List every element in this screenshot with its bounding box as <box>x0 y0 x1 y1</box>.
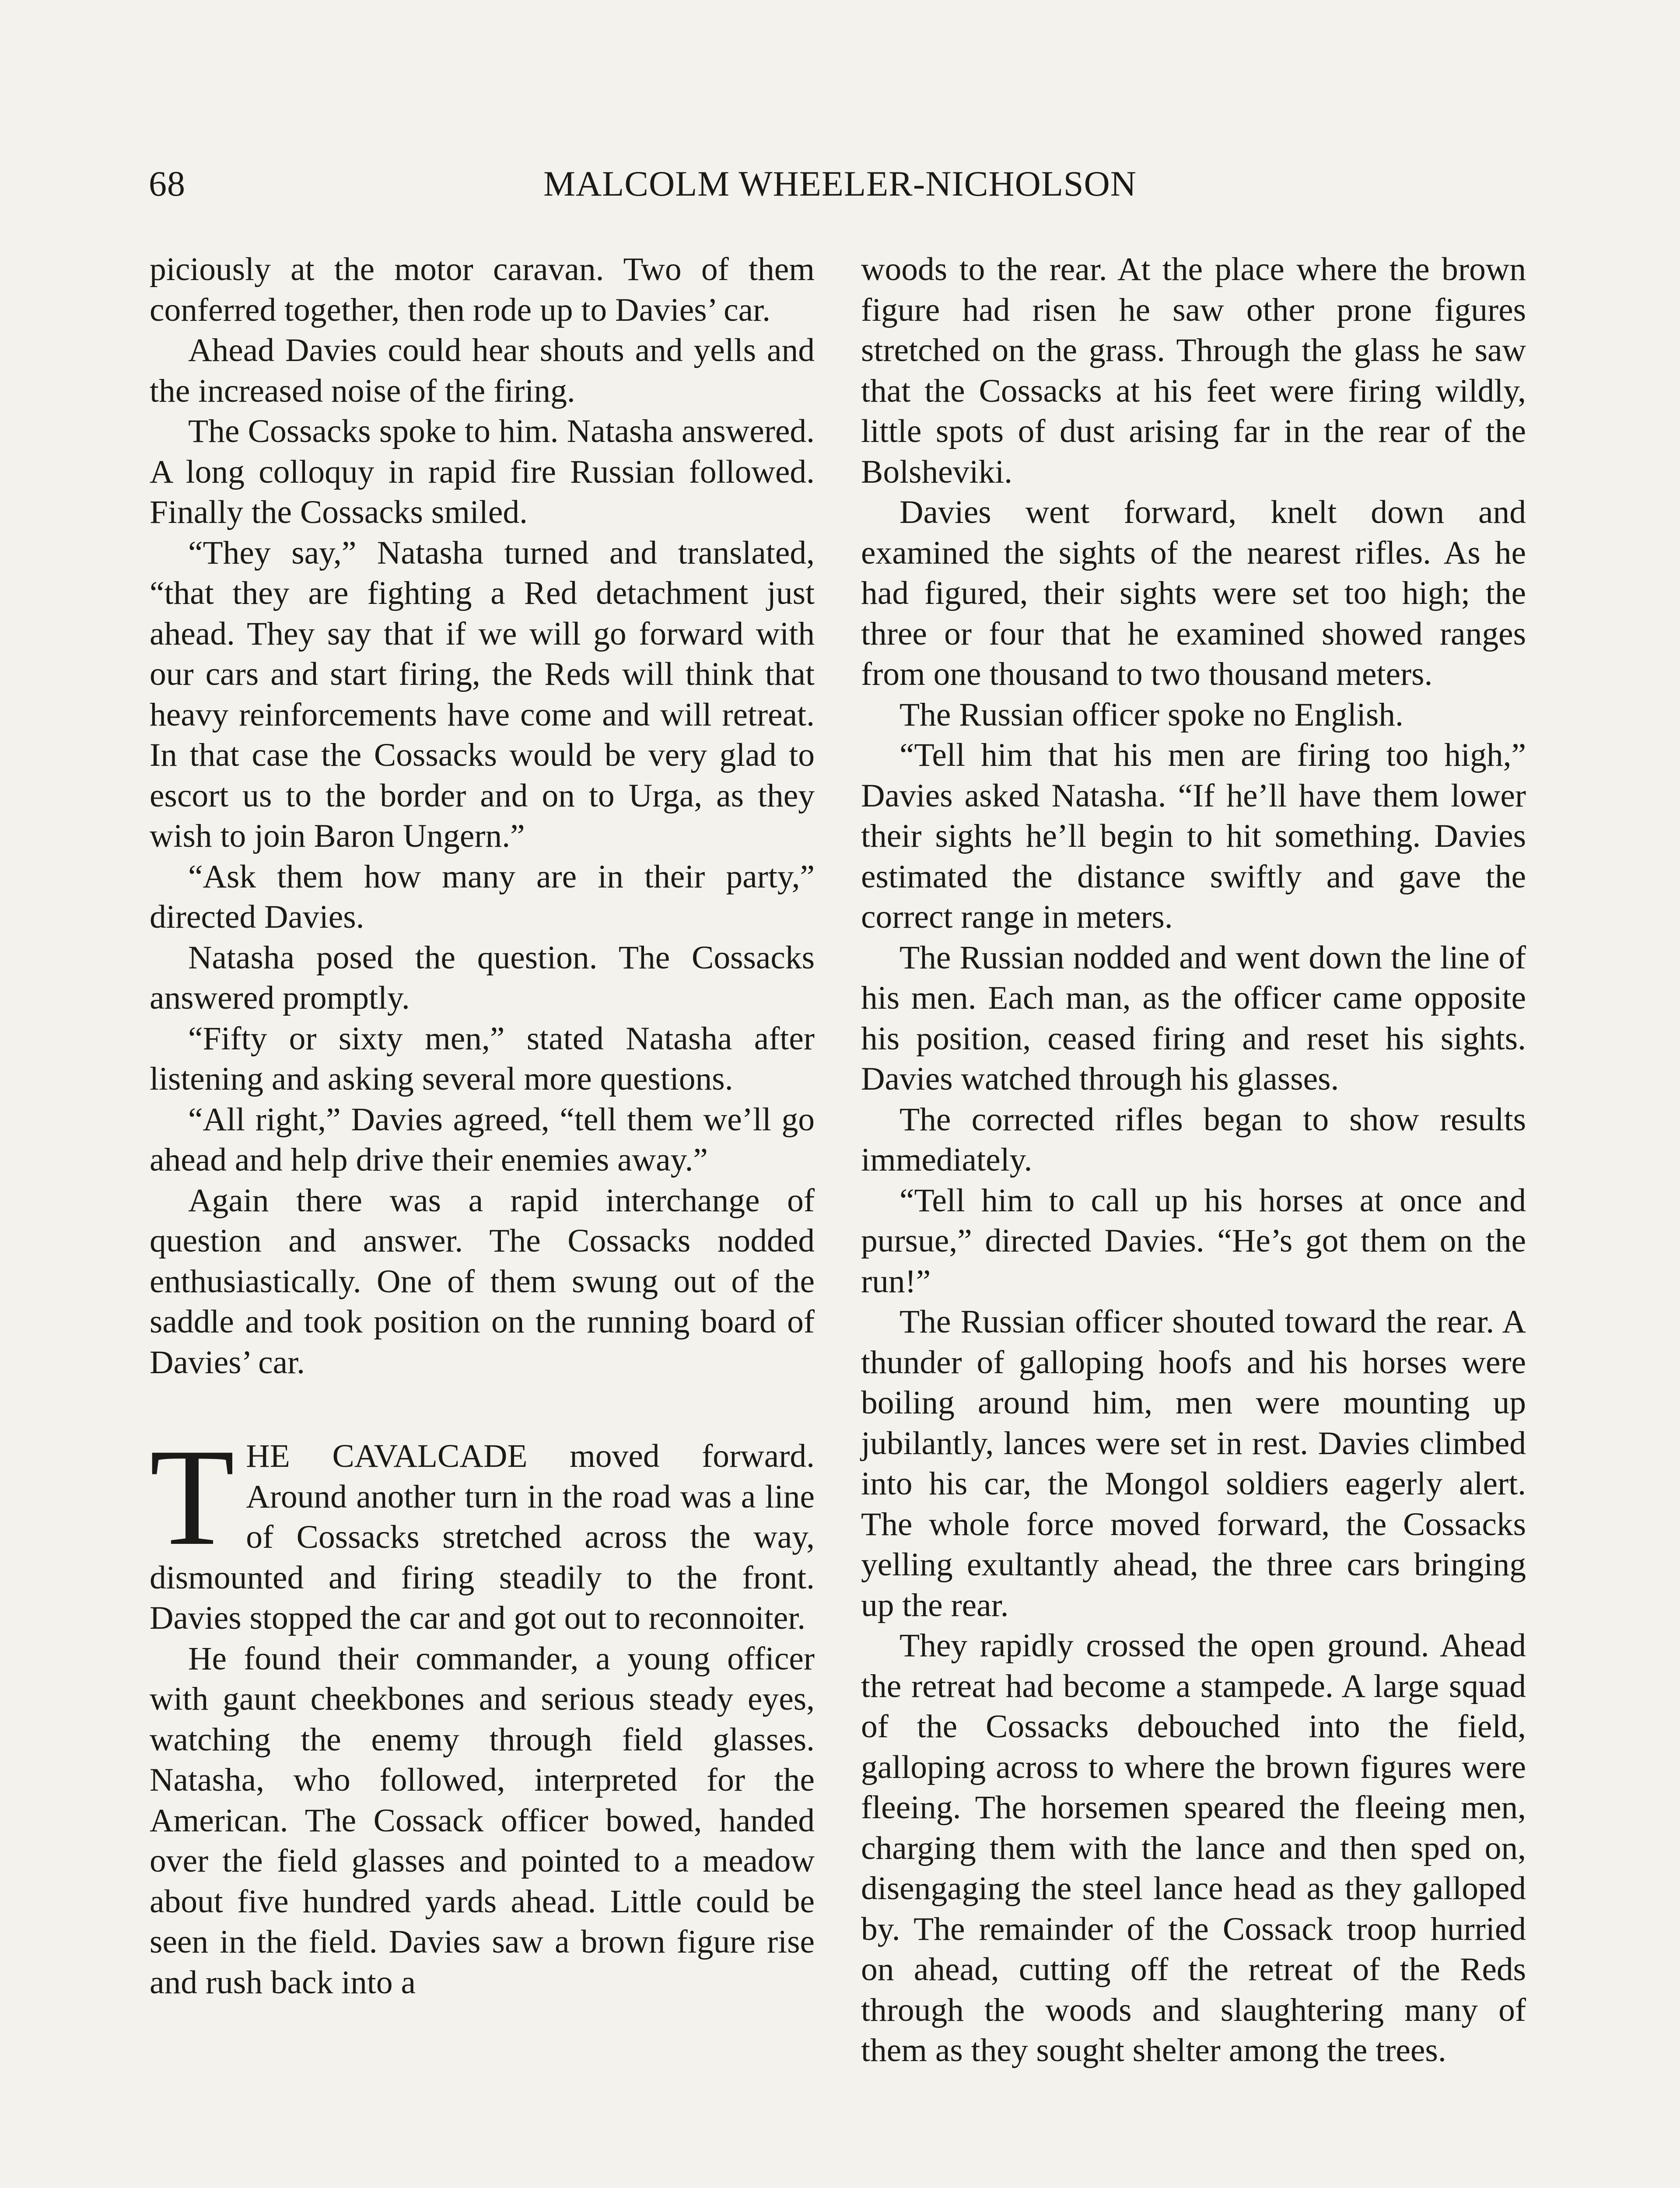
paragraph: The corrected rifles began to show results immediately. <box>861 1101 1526 1178</box>
running-head <box>149 158 1531 210</box>
paragraph: “Tell him that his men are firing too high,” Davies asked Natasha. “If he’ll have them lower their sights he’ll begin to hit something. Davies estimated the distance swiftly and gave the correct range in meters. <box>861 737 1526 935</box>
paragraph: piciously at the motor caravan. Two of them conferred together, then rode up to Davies’ car. <box>150 251 815 328</box>
section-opening-paragraph <box>150 1420 815 1639</box>
paragraph: The Russian officer spoke no English. <box>900 696 1404 733</box>
paragraph: “They say,” Natasha turned and translated, “that they are fighting a Red detachment just ahead. They say that if we will go forward with our cars and start firing, the Reds will think that heavy reinforcements have come and will retreat. In that case the Cossacks would be very glad to escort us to the border and on to Urga, as they wish to join Baron Ungern.” <box>150 534 815 854</box>
paragraph: Davies went forward, knelt down and examined the sights of the nearest rifles. As he had figured, their sights were set too high; the three or four that he examined showed ranges from one thousand to two thousand meters. <box>861 494 1526 692</box>
paragraph: The Cossacks spoke to him. Natasha answered. A long colloquy in rapid fire Russian followed. Finally the Cossacks smiled. <box>150 413 815 530</box>
left-column <box>150 249 815 2003</box>
page-number: 68 <box>149 164 186 203</box>
paragraph: The Russian nodded and went down the line of his men. Each man, as the officer came opposite his position, ceased firing and reset his sights. Davies watched through his glasses. <box>861 939 1526 1097</box>
paragraph: “Tell him to call up his horses at once and pursue,” directed Davies. “He’s got them on the run!” <box>861 1182 1526 1300</box>
paragraph: Natasha posed the question. The Cossacks answered promptly. <box>150 939 815 1016</box>
paragraph: “Ask them how many are in their party,” directed Davies. <box>150 858 815 935</box>
paragraph: They rapidly crossed the open ground. Ahead the retreat had become a stampede. A large squad of the Cossacks debouched into the field, galloping across to where the brown figures were fleeing. The horsemen speared the fleeing men, charging them with the lance and then sped on, disengaging the steel lance head as they galloped by. The remainder of the Cossack troop hurried on ahead, cutting off the retreat of the Reds through the woods and slaughtering many of them as they sought shelter among the trees. <box>861 1627 1526 2069</box>
paragraph-text: moved forward. Around another turn in the road was a line of Cossacks stretched across the way, dismounted and firing steadily to the front. Davies stopped the car and got out to reconnoiter. <box>150 1438 815 1636</box>
small-caps-lead: HE CAVALCADE <box>246 1438 528 1474</box>
paragraph: The Russian officer shouted toward the rear. A thunder of galloping hoofs and his horses were boiling around him, men were mounting up jubilantly, lances were set in rest. Davies climbed into his car, the Mongol soldiers eagerly alert. The whole force moved forward, the Cossacks yelling exultantly ahead, the three cars bringing up the rear. <box>861 1304 1526 1623</box>
paragraph: “All right,” Davies agreed, “tell them we’ll go ahead and help drive their enemies away.” <box>150 1101 815 1178</box>
paragraph: woods to the rear. At the place where the brown figure had risen he saw other prone figures stretched on the grass. Through the glass he saw that the Cossacks at his feet were firing wildly, little spots of dust arising far in the rear of the Bolsheviki. <box>861 251 1526 490</box>
drop-cap: T <box>150 1420 235 1574</box>
section-break <box>150 1383 815 1436</box>
running-title: MALCOLM WHEELER-NICHOLSON <box>543 164 1137 203</box>
paragraph: Ahead Davies could hear shouts and yells and the increased noise of the firing. <box>150 332 815 409</box>
paragraph: He found their commander, a young officer with gaunt cheekbones and serious steady eyes, watching the enemy through field glasses. Natasha, who followed, interpreted for the American. The Cossack officer bowed, handed over the field glasses and pointed to a meadow about five hundred yards ahead. Little could be seen in the field. Davies saw a brown figure rise and rush back into a <box>150 1640 815 2001</box>
paragraph: “Fifty or sixty men,” stated Natasha after listening and asking several more questions. <box>150 1020 815 1097</box>
right-column <box>861 249 1526 2071</box>
paragraph: Again there was a rapid interchange of question and answer. The Cossacks nodded enthusiastically. One of them swung out of the saddle and took position on the running board of Davies’ car. <box>150 1182 815 1381</box>
